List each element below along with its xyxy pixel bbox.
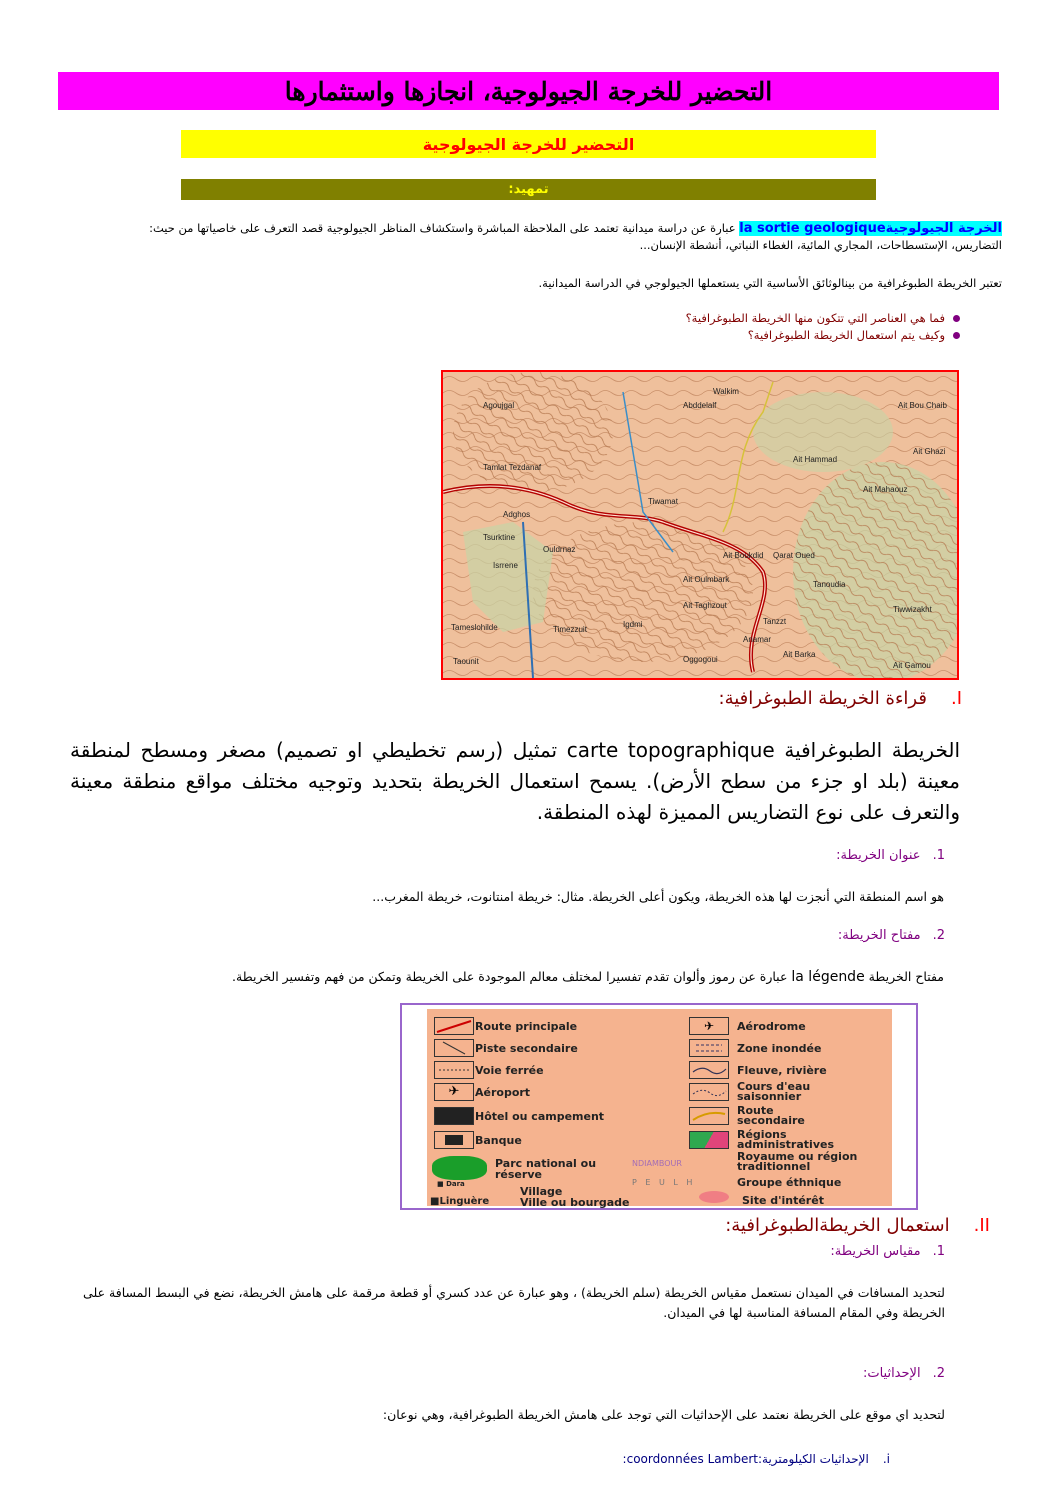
intro-line-1: [100, 220, 1002, 237]
svg-text:Ait Hammad: Ait Hammad: [793, 455, 838, 464]
page-title: التحضير للخرجة الجيولوجية، انجازها واستثمارها: [58, 72, 999, 110]
term-fr: carte topographique: [566, 738, 775, 762]
legend-label: Fleuve, rivière: [737, 1064, 827, 1077]
highlight-ar: الخرجة الجيولوجية: [885, 221, 1002, 236]
bank-icon: [434, 1131, 474, 1149]
section-1-title: قراءة الخريطة الطبوغرافية:: [718, 688, 927, 709]
coordinates-subitem: i. الإحداثيات الكيلومترية:coordonnées Lambert:: [622, 1452, 890, 1466]
legend-label: Site d'intérêt: [742, 1194, 824, 1207]
subsection-title-2: 2. مفتاح الخريطة:: [837, 928, 945, 943]
legend-label: Route principale: [475, 1020, 578, 1033]
topographic-map: [441, 370, 959, 680]
legend-royaume-sample: NDIAMBOUR: [632, 1159, 682, 1168]
legend-small-label: ■Linguère: [430, 1196, 490, 1207]
legend-label: Aéroport: [475, 1086, 531, 1099]
svg-text:Adghos: Adghos: [503, 510, 531, 519]
svg-text:Ouldrnaz: Ouldrnaz: [543, 545, 576, 554]
park-icon: [432, 1156, 487, 1180]
intro-paragraph: [100, 220, 1002, 254]
svg-text:Igdmi: Igdmi: [623, 620, 643, 629]
legend-label: Voie ferrée: [475, 1064, 544, 1077]
subsection-text-2: مفتاح الخريطة la légende عبارة عن رموز وألوان تقدم تفسيرا لمختلف معالم الموجودة على الخريطة وتمكن من فهم وتفسير الخريطة.: [232, 969, 944, 985]
svg-text:Oggogoui: Oggogoui: [683, 655, 718, 664]
legend-label: Cours d'eau saisonnier: [737, 1080, 811, 1103]
legend-label: Zone inondée: [737, 1042, 822, 1055]
legend-label: Royaume ou région traditionnel: [737, 1150, 858, 1173]
legend-label: Groupe éthnique: [737, 1176, 842, 1189]
zone-inondee-symbol: [689, 1039, 729, 1057]
regions-symbol: [689, 1131, 729, 1149]
svg-text:Isrrene: Isrrene: [493, 561, 518, 570]
svg-text:Tiwamat: Tiwamat: [648, 497, 678, 506]
aerodrome-icon: ✈: [689, 1017, 729, 1035]
subsection-text-1: هو اسم المنطقة التي أنجزت لها هذه الخريطة، ويكون أعلى الخريطة. مثال: خريطة امنتانوت، خريطة المغرب...: [372, 889, 944, 904]
subsection-title-1: 1. عنوان الخريطة:: [836, 848, 945, 863]
subsection-text-4: لتحديد اي موقع على الخريطة نعتمد على الإحداثيات التي توجد على هامش الخريطة الطبوغرافية، وهي نوعان:: [382, 1407, 945, 1422]
svg-text:Ait Gamou: Ait Gamou: [893, 661, 931, 670]
map-image: [443, 372, 957, 678]
svg-text:Anamar: Anamar: [743, 635, 772, 644]
intro-text: عبارة عن دراسة ميدانية تعتمد على الملاحظة المباشرة واستكشاف المناظر الجيولوجية قصد التعرف على خاصياتها من حيث:: [149, 221, 736, 235]
question-list: [300, 310, 960, 344]
seasonal-stream-symbol: [689, 1083, 729, 1101]
legend-label: Régions administratives: [737, 1128, 834, 1151]
subsection-text-3: لتحديد المسافات في الميدان نستعمل مقياس الخريطة (سلم الخريطة) ، وهو عبارة عن عدد كسري أو قطعة مرقمة على هامش الخريطة، نضع في البسط المسافة على الخريطة وفي المقام المسافة المناسبة لها في الميدان.: [83, 1285, 945, 1320]
legend-label: Parc national ou réserve: [495, 1157, 597, 1181]
svg-text:Ait Bou Chaib: Ait Bou Chaib: [898, 401, 947, 410]
legend-panel: [427, 1009, 892, 1209]
svg-text:Ait Oulmbark: Ait Oulmbark: [683, 575, 730, 584]
river-symbol: [689, 1061, 729, 1079]
svg-text:Ait Barka: Ait Barka: [783, 650, 816, 659]
section-1-heading: [700, 688, 962, 709]
svg-text:Ait Mahaouz: Ait Mahaouz: [863, 485, 908, 494]
svg-text:Timezzuit: Timezzuit: [553, 625, 587, 634]
svg-text:Tameslohilde: Tameslohilde: [451, 623, 498, 632]
intro-paragraph-2: تعتبر الخريطة الطبوغرافية من بينالوثائق الأساسية التي يستعملها الجيولوجي في الدراسة الميدانية.: [538, 276, 1002, 290]
site-interet-icon: [699, 1191, 729, 1203]
airplane-icon: ✈: [434, 1083, 474, 1101]
section-2-title: استعمال الخريطةالطبوغرافية:: [725, 1215, 950, 1236]
map-legend: [400, 1003, 918, 1210]
legend-label: Aérodrome: [737, 1020, 806, 1033]
legend-label: Village: [520, 1185, 563, 1198]
legend-label: Banque: [475, 1134, 522, 1147]
section-subtitle: التحضير للخرجة الجيولوجية: [181, 130, 876, 158]
svg-text:Taounit: Taounit: [453, 657, 479, 666]
legend-ethnic-sample: P E U L H: [632, 1178, 696, 1187]
svg-text:Ait Taghzout: Ait Taghzout: [683, 601, 727, 610]
definition-paragraph: الخريطة الطبوغرافية carte topographique تمثيل (رسم تخطيطي او تصميم) مصغر ومسطح لمنطقة معينة (بلد او جزء من سطح الأرض). يسمح استعمال الخريطة بتحديد وتوجيه مختلف مواقع منطقة معينة والتعرف على نوع التضاريس المميزة لهذه المنطقة.: [70, 738, 961, 824]
intro-label: تمهيد:: [181, 179, 876, 200]
list-item: فما هي العناصر التي تتكون منها الخريطة الطبوغرافية؟: [300, 310, 960, 327]
section-2-number: II.: [973, 1215, 990, 1236]
svg-text:Tiwwizakht: Tiwwizakht: [893, 605, 932, 614]
svg-text:Tanzzt: Tanzzt: [763, 617, 787, 626]
section-2-heading: [700, 1215, 990, 1236]
legend-label: Route secondaire: [737, 1104, 805, 1127]
piste-symbol: [434, 1039, 474, 1057]
bullet-icon: [953, 315, 960, 322]
intro-line-2: التضاريس، الإستسطاحات، المجاري المائية، الغطاء النباتي، أنشطة الإنسان...: [639, 238, 1002, 252]
svg-text:Tsurktine: Tsurktine: [483, 533, 516, 542]
svg-text:Agoujgal: Agoujgal: [483, 401, 515, 410]
bullet-icon: [953, 332, 960, 339]
svg-text:Tamlat Tezdanaf: Tamlat Tezdanaf: [483, 463, 542, 472]
route-secondaire-symbol: [689, 1107, 729, 1125]
legend-small-label: ■ Dara: [437, 1180, 465, 1188]
svg-text:Abddelalf: Abddelalf: [683, 401, 717, 410]
svg-text:Ait Boukdid: Ait Boukdid: [723, 551, 764, 560]
subsection-title-4: 2. الإحداثيات:: [862, 1366, 945, 1381]
section-1-number: I.: [950, 688, 962, 709]
svg-text:Walkim: Walkim: [713, 387, 739, 396]
route-principale-symbol: [434, 1017, 474, 1035]
voie-ferree-symbol: [434, 1061, 474, 1079]
subsection-title-3: 1. مقياس الخريطة:: [830, 1244, 945, 1259]
legend-label: Piste secondaire: [475, 1042, 578, 1055]
hotel-icon: [434, 1107, 474, 1125]
svg-text:Ait Ghazi: Ait Ghazi: [913, 447, 946, 456]
legend-label: Hôtel ou campement: [475, 1110, 605, 1123]
svg-text:Tanoudia: Tanoudia: [813, 580, 846, 589]
list-item: وكيف يتم استعمال الخريطة الطبوغرافية؟: [300, 327, 960, 344]
svg-text:Qarat Oued: Qarat Oued: [773, 551, 815, 560]
legend-label: Ville ou bourgade: [520, 1196, 630, 1209]
highlight-fr: la sortie geologique: [739, 221, 886, 236]
